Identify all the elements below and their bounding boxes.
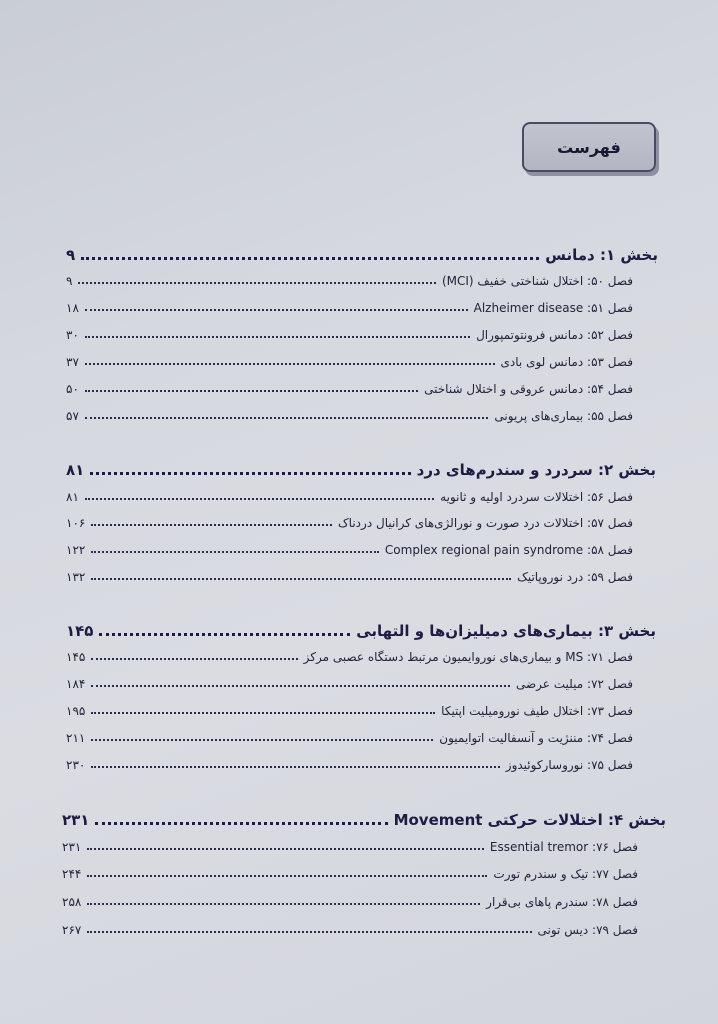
chapter-page: ۹ [66, 274, 73, 288]
chapter-page: ۱۲۲ [66, 543, 86, 557]
chapter-line [66, 677, 633, 691]
section-page: ۹ [66, 246, 76, 264]
chapter-page: ۵۷ [66, 409, 79, 423]
dot-leader [91, 712, 435, 714]
chapter-page: ۲۳۱ [62, 840, 82, 854]
chapter-page: ۲۶۷ [62, 923, 82, 937]
section-label: بخش ۳: بیماری‌های دمیلیزان‌ها و التهابی [356, 622, 656, 640]
section-label: بخش ۲: سردرد و سندرم‌های درد [416, 461, 656, 479]
chapter-page: ۱۳۲ [66, 570, 86, 584]
dot-leader [91, 551, 379, 553]
chapter-label: فصل ۷۸: سندرم پاهای بی‌قرار [486, 895, 638, 909]
section-3 [66, 622, 656, 640]
dot-leader [87, 931, 531, 933]
dot-leader [85, 336, 470, 338]
chapter-line [66, 490, 633, 504]
dot-leader [90, 472, 410, 475]
dot-leader [91, 578, 511, 580]
chapter-line [62, 895, 638, 909]
chapter-line [66, 758, 633, 772]
chapter-label: فصل ۵۳: دمانس لوی بادی [500, 355, 633, 369]
chapter-line [62, 923, 638, 937]
chapter-line [66, 543, 633, 557]
chapter-label: فصل ۵۰: اختلال شناختی خفیف (MCI) [441, 274, 633, 288]
dot-leader [87, 903, 480, 905]
chapter-page: ۲۴۴ [62, 867, 82, 881]
section-4 [62, 811, 666, 829]
chapter-label: فصل ۵۸: Complex regional pain syndrome [384, 543, 633, 557]
chapter-label: فصل ۵۲: دمانس فرونتوتمپورال [476, 328, 633, 342]
section-label: بخش ۴: اختلالات حرکتی Movement [393, 811, 666, 829]
dot-leader [87, 875, 487, 877]
chapter-line [66, 731, 633, 745]
section-page: ۲۳۱ [62, 811, 90, 829]
dot-leader [85, 417, 489, 419]
dot-leader [85, 309, 468, 311]
chapter-label: فصل ۵۴: دمانس عروقی و اختلال شناختی [424, 382, 633, 396]
chapter-label: فصل ۷۲: میلیت عرضی [515, 677, 633, 691]
chapter-line [66, 570, 633, 584]
dot-leader [85, 363, 495, 365]
chapter-line [66, 650, 633, 664]
section-page: ۱۴۵ [66, 622, 94, 640]
dot-leader [85, 390, 418, 392]
chapter-label: فصل ۷۶: Essential tremor [489, 840, 638, 854]
dot-leader [91, 658, 297, 660]
dot-leader [78, 282, 436, 284]
chapter-line [66, 301, 633, 315]
section-page: ۸۱ [66, 461, 85, 479]
chapter-page: ۲۳۰ [66, 758, 86, 772]
dot-leader [87, 848, 484, 850]
chapter-line [66, 516, 633, 530]
dot-leader [85, 498, 434, 500]
chapter-line [62, 867, 638, 881]
chapter-page: ۱۰۶ [66, 516, 86, 530]
chapter-label: فصل ۷۹: دیس تونی [537, 923, 638, 937]
chapter-page: ۵۰ [66, 382, 79, 396]
dot-leader [91, 739, 433, 741]
chapter-line [66, 355, 633, 369]
chapter-line [66, 704, 633, 718]
chapter-label: فصل ۷۳: اختلال طیف نورومیلیت اپتیکا [441, 704, 633, 718]
toc-title: فهرست [522, 122, 656, 172]
chapter-page: ۲۵۸ [62, 895, 82, 909]
dot-leader [95, 822, 387, 825]
chapter-page: ۱۸ [66, 301, 79, 315]
chapter-line [66, 382, 633, 396]
dot-leader [99, 633, 350, 636]
chapter-page: ۸۱ [66, 490, 79, 504]
chapter-page: ۱۹۵ [66, 704, 86, 718]
dot-leader [91, 766, 499, 768]
chapter-label: فصل ۵۵: بیماری‌های پریونی [494, 409, 633, 423]
section-2 [66, 461, 656, 479]
chapter-page: ۱۸۴ [66, 677, 86, 691]
chapter-label: فصل ۵۹: درد نوروپاتیک [517, 570, 633, 584]
chapter-line [66, 328, 633, 342]
dot-leader [81, 257, 539, 260]
chapter-label: فصل ۷۱: MS و بیماری‌های نوروایمیون مرتبط دستگاه عصبی مرکز [303, 650, 633, 664]
chapter-page: ۳۷ [66, 355, 79, 369]
chapter-label: فصل ۵۱: Alzheimer disease [473, 301, 633, 315]
chapter-label: فصل ۷۵: نوروسارکوئیدوز [505, 758, 633, 772]
chapter-label: فصل ۵۷: اختلالات درد صورت و نورالژی‌های کرانیال دردناک [337, 516, 633, 530]
chapter-label: فصل ۷۷: تیک و سندرم تورت [493, 867, 638, 881]
dot-leader [91, 524, 332, 526]
section-1 [66, 246, 658, 264]
chapter-page: ۱۴۵ [66, 650, 86, 664]
chapter-label: فصل ۷۴: مننژیت و آنسفالیت اتوایمیون [439, 731, 633, 745]
dot-leader [91, 685, 510, 687]
section-label: بخش ۱: دمانس [545, 246, 658, 264]
chapter-label: فصل ۵۶: اختلالات سردرد اولیه و ثانویه [440, 490, 633, 504]
chapter-page: ۲۱۱ [66, 731, 86, 745]
chapter-page: ۳۰ [66, 328, 79, 342]
chapter-line [62, 840, 638, 854]
chapter-line [66, 409, 633, 423]
chapter-line [66, 274, 633, 288]
